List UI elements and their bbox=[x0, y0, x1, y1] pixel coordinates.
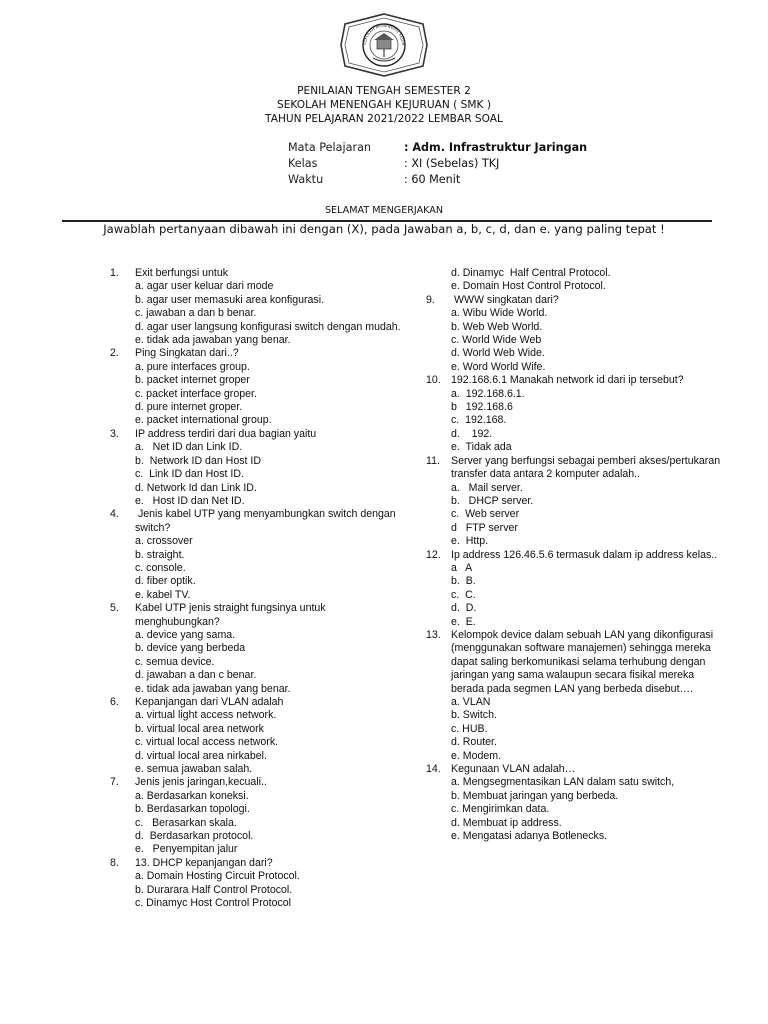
answer-option: d. Dinamyc Half Central Protocol. bbox=[451, 267, 611, 279]
answer-option: c. 192.168. bbox=[451, 414, 507, 427]
question-item bbox=[110, 428, 410, 508]
meta-time-row bbox=[288, 172, 587, 188]
answer-option: e. semua jawaban salah. bbox=[135, 763, 253, 776]
question-item bbox=[426, 455, 726, 549]
question-number: 7. bbox=[110, 776, 119, 789]
question-number: 12. bbox=[426, 548, 441, 561]
question-body bbox=[135, 428, 410, 508]
answer-option: e. packet international group. bbox=[135, 414, 272, 427]
header-year: TAHUN PELAJARAN 2021/2022 LEMBAR SOAL bbox=[265, 113, 503, 125]
question-body bbox=[135, 508, 410, 602]
question-item bbox=[426, 629, 726, 763]
answer-option: d. 192. bbox=[451, 427, 493, 440]
answer-option: a. crossover bbox=[135, 535, 193, 548]
answer-option: e. tidak ada jawaban yang benar. bbox=[135, 334, 291, 347]
header-school: SEKOLAH MENENGAH KEJURUAN ( SMK ) bbox=[276, 99, 491, 111]
question-column-left bbox=[110, 267, 410, 911]
question-column-right bbox=[426, 267, 726, 843]
answer-option: a. pure interfaces group. bbox=[135, 360, 250, 373]
question-body bbox=[451, 549, 726, 629]
answer-option: e. Http. bbox=[451, 535, 489, 548]
question-body bbox=[135, 857, 410, 911]
answer-option: d. fiber optik. bbox=[135, 575, 196, 588]
question-body bbox=[135, 267, 410, 347]
answer-option: e. Domain Host Control Protocol. bbox=[451, 280, 606, 293]
exam-header bbox=[0, 84, 768, 126]
answer-option: c. C. bbox=[451, 588, 476, 601]
meta-subject-value: : Adm. Infrastruktur Jaringan bbox=[404, 141, 588, 154]
answer-option: b. Network ID dan Host ID bbox=[135, 454, 261, 467]
answer-option: a. device yang sama. bbox=[135, 628, 236, 641]
meta-time-value: : 60 Menit bbox=[404, 173, 461, 186]
answer-option: b. Switch. bbox=[451, 709, 497, 722]
question-item bbox=[110, 602, 410, 696]
question-item bbox=[110, 267, 410, 347]
question-body bbox=[451, 294, 726, 374]
school-logo bbox=[337, 12, 431, 78]
answer-option: a. Wibu Wide World. bbox=[451, 307, 548, 320]
question-number: 6. bbox=[110, 696, 119, 708]
question-number: 4. bbox=[110, 508, 119, 521]
question-text: Jenis kabel UTP yang menyambungkan switch dengan switch? bbox=[135, 508, 399, 534]
question-text: Kelompok device dalam sebuah LAN yang dikonfigurasi (menggunakan software manajemen) sehingga mereka dapat saling berkomunikasi selama terhubung dengan jaringan yang sama walaupun secara fisikal mereka berada pada segmen LAN yang berbeda disebut…. bbox=[451, 628, 717, 695]
instruction-text: Jawablah pertanyaan dibawah ini dengan (X), pada Jawaban a, b, c, d, dan e. yang paling tepat ! bbox=[103, 222, 665, 236]
question-body bbox=[451, 455, 726, 549]
answer-option: b. agar user memasuki area konfigurasi. bbox=[135, 293, 325, 306]
answer-option: d. World Web Wide. bbox=[451, 347, 545, 360]
answer-option: e. Word World Wife. bbox=[451, 360, 546, 373]
answer-option: c. World Wide Web bbox=[451, 334, 542, 347]
answer-option: e. Modem. bbox=[451, 749, 502, 762]
answer-option: a A bbox=[451, 561, 473, 574]
question-text: Kepanjangan dari VLAN adalah bbox=[135, 696, 284, 708]
answer-option: d. Membuat ip address. bbox=[451, 816, 562, 829]
question-body bbox=[451, 763, 726, 843]
answer-option: e. Penyempitan jalur bbox=[135, 843, 238, 856]
question-text: Ip address 126.46.5.6 termasuk dalam ip address kelas.. bbox=[451, 548, 718, 561]
answer-option: a. Mail server. bbox=[451, 481, 523, 494]
question-body bbox=[135, 602, 410, 696]
question-number: 13. bbox=[426, 628, 441, 641]
answer-option: a. Mengsegmentasikan LAN dalam satu switch, bbox=[451, 776, 675, 789]
question-text: Ping Singkatan dari..? bbox=[135, 347, 239, 360]
question-body bbox=[451, 374, 726, 454]
question-body bbox=[451, 629, 726, 763]
answer-option: c. Mengirimkan data. bbox=[451, 803, 550, 816]
question-text: Kabel UTP jenis straight fungsinya untuk menghubungkan? bbox=[135, 602, 329, 628]
answer-option: b. Berdasarkan topologi. bbox=[135, 803, 250, 816]
answer-option: b 192.168.6 bbox=[451, 401, 513, 414]
answer-option: a. Net ID dan Link ID. bbox=[135, 441, 243, 454]
meta-subject-label: Mata Pelajaran bbox=[288, 141, 372, 154]
question-number: 14. bbox=[426, 763, 441, 776]
question-item bbox=[426, 294, 726, 374]
answer-option: e. E. bbox=[451, 615, 476, 628]
answer-option: c. virtual local access network. bbox=[135, 736, 279, 749]
answer-option: d. Router. bbox=[451, 736, 497, 749]
answer-option: c. HUB. bbox=[451, 722, 488, 735]
question-number: 11. bbox=[426, 454, 440, 467]
answer-option: e. Host ID dan Net ID. bbox=[135, 494, 245, 507]
answer-option: a. virtual light access network. bbox=[135, 709, 277, 722]
answer-option: e. tidak ada jawaban yang benar. bbox=[135, 682, 291, 695]
answer-option: e. Mengatasi adanya Botlenecks. bbox=[451, 830, 608, 843]
exam-meta bbox=[288, 140, 587, 188]
answer-option: d. D. bbox=[451, 602, 477, 615]
answer-option: d. Berdasarkan protocol. bbox=[135, 830, 254, 843]
answer-option: b. Web Web World. bbox=[451, 320, 543, 333]
question-item bbox=[110, 347, 410, 427]
answer-option: d. virtual local area nirkabel. bbox=[135, 749, 267, 762]
question-item bbox=[110, 776, 410, 856]
header-title: PENILAIAN TENGAH SEMESTER 2 bbox=[297, 85, 471, 97]
answer-option: c. packet interface groper. bbox=[135, 387, 257, 400]
question-item bbox=[110, 508, 410, 602]
answer-option: b. DHCP server. bbox=[451, 494, 534, 507]
question-number: 5. bbox=[110, 602, 119, 615]
answer-option: b. Durarara Half Control Protocol. bbox=[135, 883, 293, 896]
answer-option: a. VLAN bbox=[451, 696, 491, 708]
answer-option: d FTP server bbox=[451, 521, 518, 534]
answer-option: c. Web server bbox=[451, 508, 520, 521]
answer-option: c. jawaban a dan b benar. bbox=[135, 307, 257, 320]
answer-option: b. straight. bbox=[135, 548, 185, 561]
answer-option: c. Link ID dan Host ID. bbox=[135, 468, 244, 481]
answer-option: b. Membuat jaringan yang berbeda. bbox=[451, 789, 619, 802]
question-8-continuation bbox=[426, 267, 726, 294]
question-body bbox=[135, 776, 410, 856]
answer-option: a. Berdasarkan koneksi. bbox=[135, 789, 249, 802]
question-body bbox=[135, 696, 410, 776]
question-text: Exit berfungsi untuk bbox=[135, 267, 229, 279]
question-text: 192.168.6.1 Manakah network id dari ip tersebut? bbox=[451, 374, 684, 387]
answer-option: e. kabel TV. bbox=[135, 588, 191, 601]
answer-option: d. agar user langsung konfigurasi switch dengan mudah. bbox=[135, 320, 401, 333]
question-number: 10. bbox=[426, 374, 441, 387]
answer-option: c. Berasarkan skala. bbox=[135, 816, 237, 829]
question-item bbox=[426, 763, 726, 843]
question-item bbox=[426, 374, 726, 454]
meta-subject-row bbox=[288, 140, 587, 156]
question-text: Server yang berfungsi sebagai pemberi akses/pertukaran transfer data antara 2 komputer adalah.. bbox=[451, 454, 724, 481]
question-number: 1. bbox=[110, 267, 119, 279]
meta-time-label: Waktu bbox=[288, 173, 324, 186]
answer-option: d. jawaban a dan c benar. bbox=[135, 669, 257, 682]
question-number: 8. bbox=[110, 856, 119, 869]
question-text: Kegunaan VLAN adalah… bbox=[451, 763, 576, 776]
question-text: WWW singkatan dari? bbox=[451, 293, 559, 306]
question-number: 9. bbox=[426, 293, 435, 306]
question-body bbox=[135, 347, 410, 427]
question-text: IP address terdiri dari dua bagian yaitu bbox=[135, 427, 317, 440]
answer-option: b. device yang berbeda bbox=[135, 642, 246, 655]
answer-option: e. Tidak ada bbox=[451, 441, 512, 454]
question-number: 2. bbox=[110, 347, 119, 360]
logo-ring-text: SEKOLAH MENENGAH KEJUR bbox=[361, 22, 407, 46]
meta-class-row bbox=[288, 156, 587, 172]
question-text: 13. DHCP kepanjangan dari? bbox=[135, 856, 273, 869]
meta-class-value: : XI (Sebelas) TKJ bbox=[404, 157, 500, 170]
question-text: Jenis jenis jaringan,kecuali.. bbox=[135, 776, 267, 789]
answer-option: b. B. bbox=[451, 575, 476, 588]
greeting-text: SELAMAT MENGERJAKAN bbox=[324, 205, 444, 216]
question-item bbox=[110, 857, 410, 911]
answer-option: d. Network Id dan Link ID. bbox=[135, 481, 257, 494]
meta-class-label: Kelas bbox=[288, 157, 318, 170]
answer-option: d. pure internet groper. bbox=[135, 401, 243, 414]
answer-option: c. console. bbox=[135, 561, 186, 574]
question-item bbox=[110, 696, 410, 776]
question-number: 3. bbox=[110, 427, 119, 440]
answer-option: a. agar user keluar dari mode bbox=[135, 280, 274, 293]
question-item bbox=[426, 549, 726, 629]
answer-option: a. 192.168.6.1. bbox=[451, 387, 525, 400]
answer-option: b. virtual local area network bbox=[135, 722, 264, 735]
answer-option: a. Domain Hosting Circuit Protocol. bbox=[135, 870, 300, 883]
answer-option: c. Dinamyc Host Control Protocol bbox=[135, 897, 292, 910]
answer-option: b. packet internet groper bbox=[135, 374, 250, 387]
answer-option: c. semua device. bbox=[135, 655, 215, 668]
